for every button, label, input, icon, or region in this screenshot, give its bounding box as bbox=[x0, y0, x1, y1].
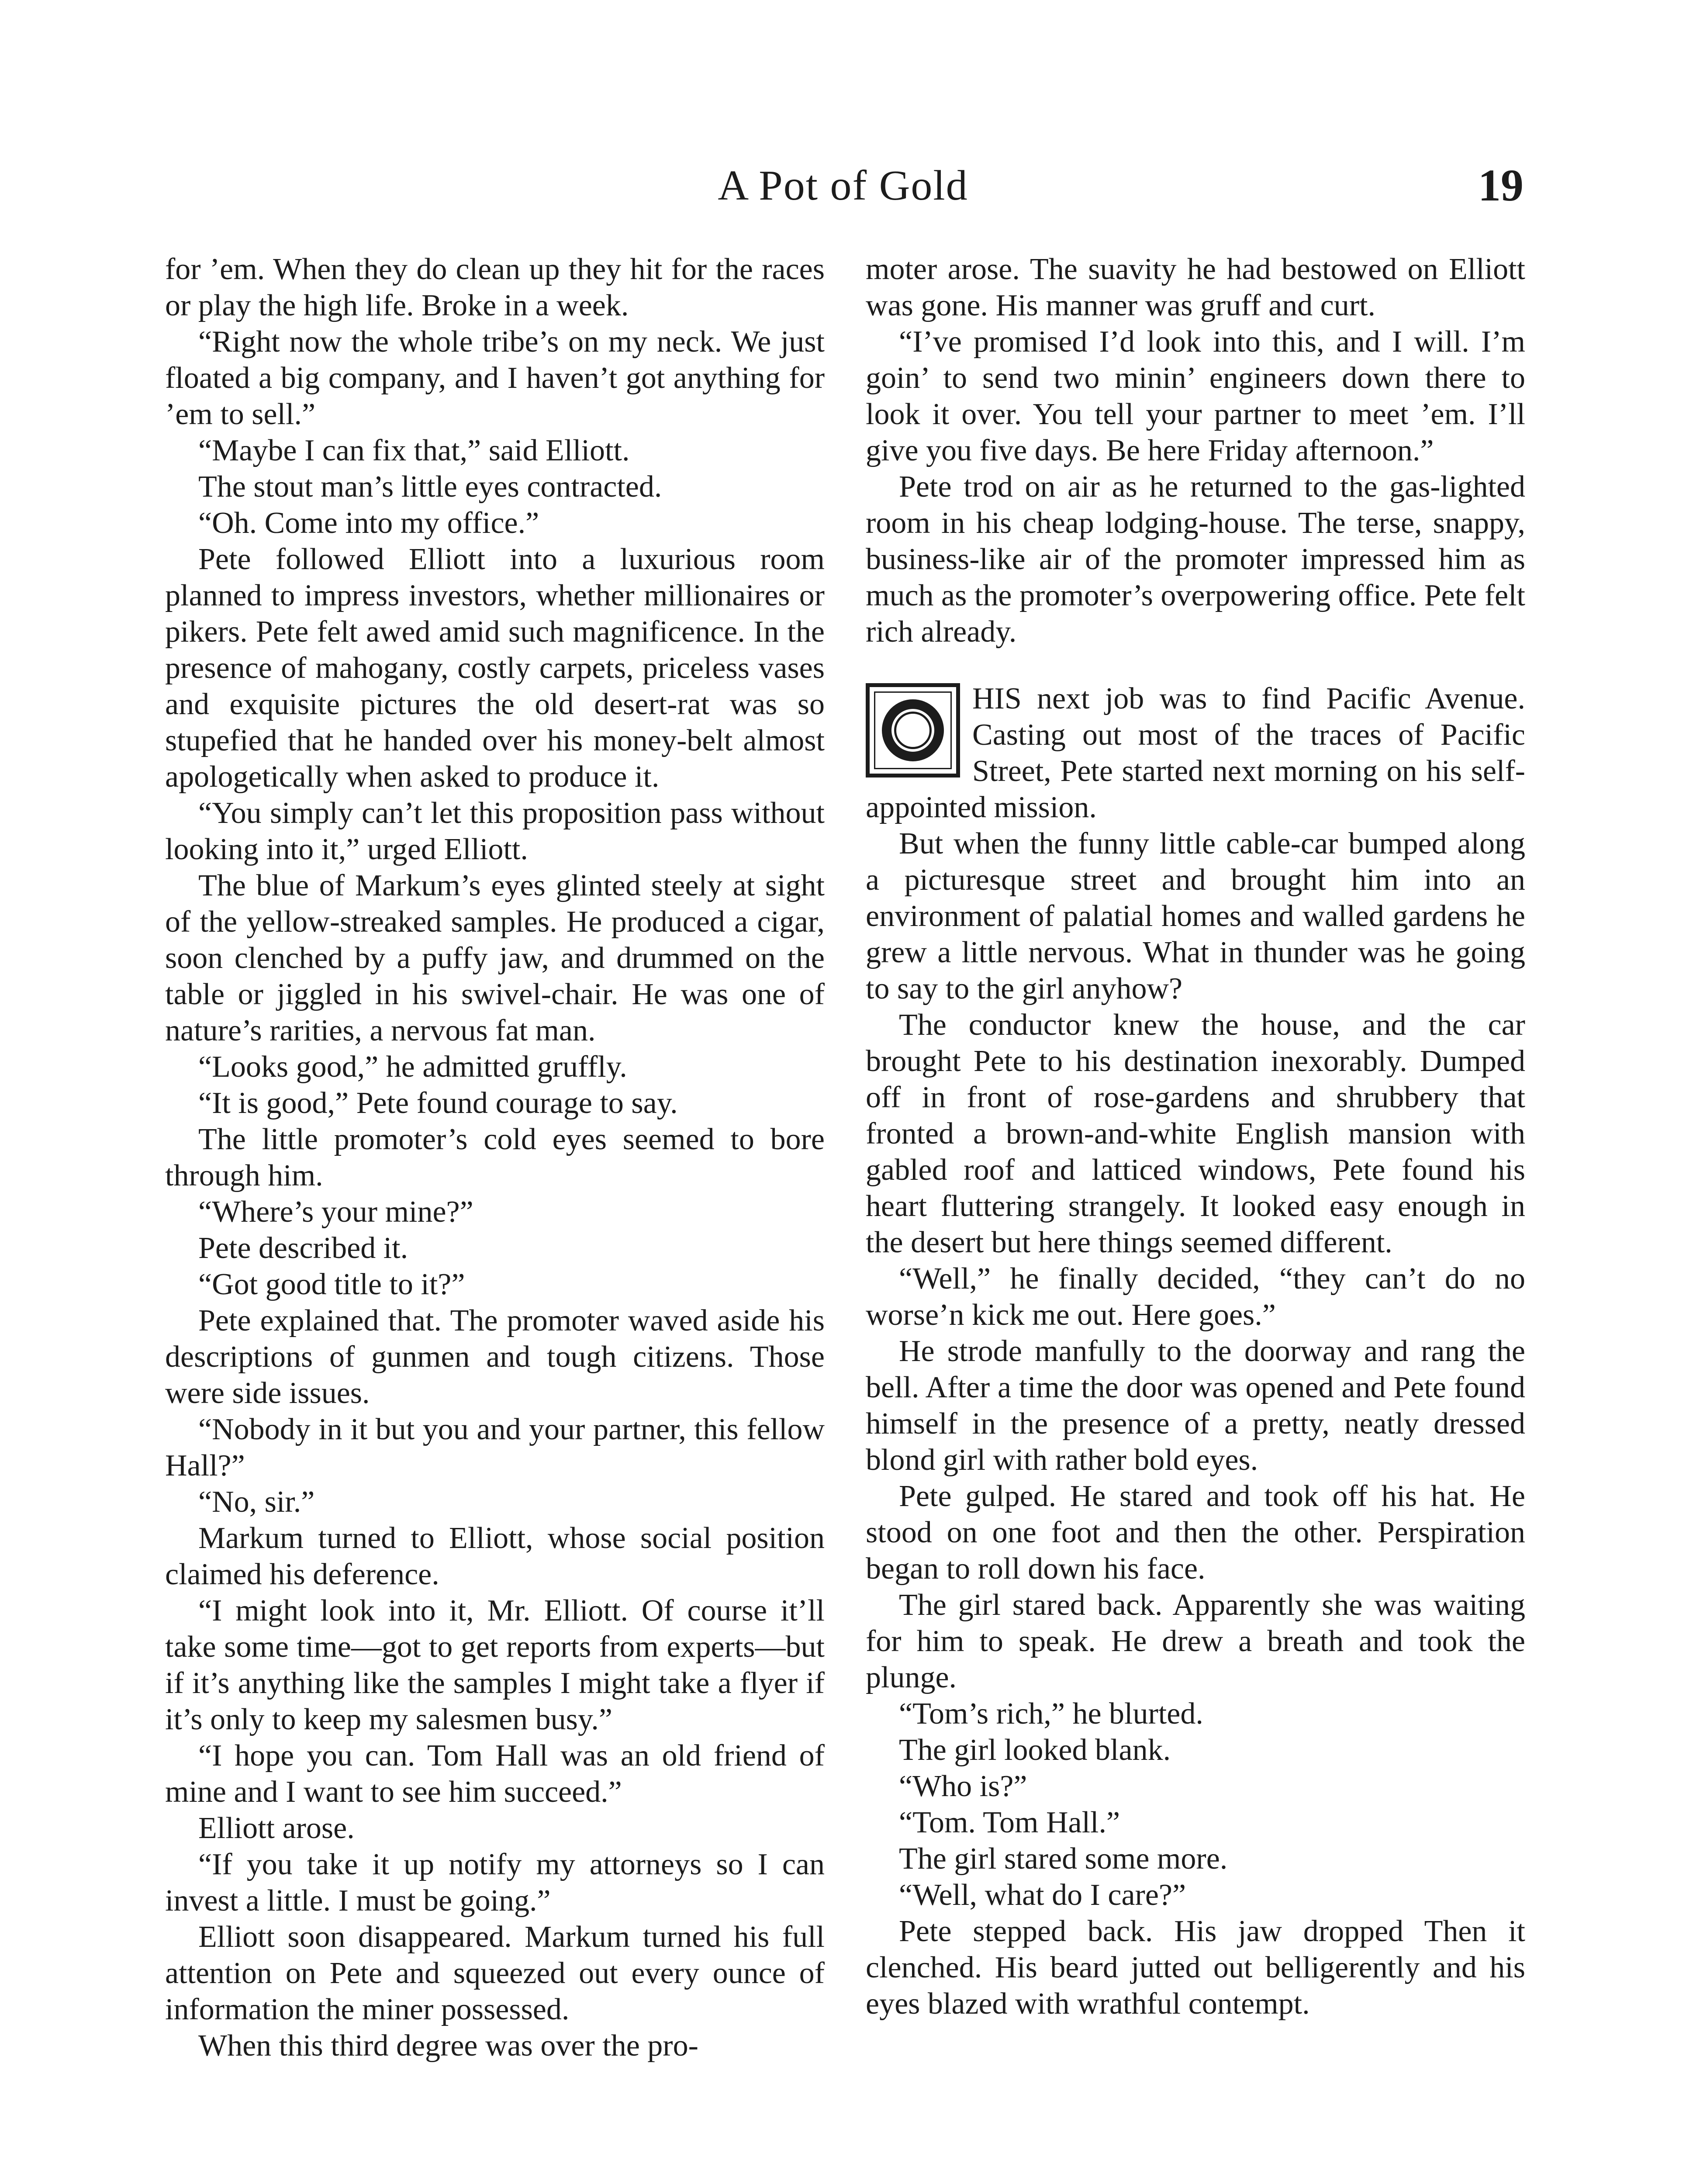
paragraph: Markum turned to Elliott, whose social position claimed his deference. bbox=[165, 1521, 825, 1591]
paragraph: Pete stepped back. His jaw dropped Then it clenched. His beard jutted out belligerently and his eyes blazed with wrathful contempt. bbox=[866, 1914, 1525, 2021]
text-column-left bbox=[165, 251, 825, 2064]
paragraph: “Nobody in it but you and your partner, this fellow Hall?” bbox=[165, 1413, 825, 1482]
paragraph: But when the funny little cable-car bumped along a picturesque street and brought him into an environment of palatial homes and walled gardens he grew a little nervous. What in thunder was he going to say to the girl anyhow? bbox=[866, 827, 1525, 1006]
paragraph: The girl stared some more. bbox=[899, 1842, 1228, 1876]
paragraph: Pete explained that. The promoter waved aside his descriptions of gunmen and tough citizens. Those were side issues. bbox=[165, 1304, 825, 1410]
paragraph: The girl looked blank. bbox=[899, 1733, 1171, 1767]
paragraph: for ’em. When they do clean up they hit for the races or play the high life. Broke in a week. bbox=[165, 252, 825, 322]
paragraph: The girl stared back. Apparently she was waiting for him to speak. He drew a breath and took the plunge. bbox=[866, 1588, 1525, 1694]
paragraph: “It is good,” Pete found courage to say. bbox=[198, 1086, 678, 1120]
paragraph: The little promoter’s cold eyes seemed to bore through him. bbox=[165, 1123, 825, 1192]
paragraph: “Tom. Tom Hall.” bbox=[899, 1806, 1120, 1839]
paragraph: Pete trod on air as he returned to the gas-lighted room in his cheap lodging-house. The terse, snappy, business-like air of the promoter impressed him as much as the promoter’s overpowering office. Pete felt rich already. bbox=[866, 470, 1525, 649]
paragraph: “I’ve promised I’d look into this, and I will. I’m goin’ to send two minin’ engineers down there to look it over. You tell your partner to meet ’em. I’ll give you five days. Be here Friday afternoon.” bbox=[866, 325, 1525, 467]
paragraph: “You simply can’t let this proposition pass without looking into it,” urged Elliott. bbox=[165, 796, 825, 866]
paragraph: The blue of Markum’s eyes glinted steely at sight of the yellow-streaked samples. He produced a cigar, soon clenched by a puffy jaw, and drummed on the table or jiggled in his swivel-chair. He was one of nature’s rarities, a nervous fat man. bbox=[165, 869, 825, 1047]
section-opening-text: HIS next job was to find Pacific Avenue. Casting out most of the traces of Pacific Street, Pete started next morning on his self-appointed mission. bbox=[866, 682, 1525, 824]
paragraph: He strode manfully to the doorway and rang the bell. After a time the door was opened and Pete found himself in the presence of a pretty, neatly dressed blond girl with rather bold eyes. bbox=[866, 1334, 1525, 1477]
paragraph: The stout man’s little eyes contracted. bbox=[198, 470, 662, 504]
paragraph: “I hope you can. Tom Hall was an old friend of mine and I want to see him succeed.” bbox=[165, 1739, 825, 1809]
paragraph: “Tom’s rich,” he blurted. bbox=[899, 1697, 1203, 1731]
paragraph: “Who is?” bbox=[899, 1769, 1027, 1803]
paragraph: Pete followed Elliott into a luxurious room planned to impress investors, whether millionaires or pikers. Pete felt awed amid such magnificence. In the presence of mahogany, costly carpets, priceless vases and exquisite pictures the old desert-rat was so stupefied that he handed over his money-belt almost apologetically when asked to produce it. bbox=[165, 543, 825, 794]
paragraph: “Right now the whole tribe’s on my neck. We just floated a big company, and I haven’t got anything for ’em to sell.” bbox=[165, 325, 825, 431]
paragraph: “No, sir.” bbox=[198, 1485, 315, 1519]
page-number: 19 bbox=[1478, 160, 1524, 211]
paragraph: moter arose. The suavity he had bestowed on Elliott was gone. His manner was gruff and curt. bbox=[866, 252, 1525, 322]
paragraph: Elliott arose. bbox=[198, 1811, 355, 1845]
paragraph: “I might look into it, Mr. Elliott. Of course it’ll take some time—got to get reports from experts—but if it’s anything like the samples I might take a flyer if it’s only to keep my salesmen busy.” bbox=[165, 1594, 825, 1736]
running-title: A Pot of Gold bbox=[718, 162, 968, 209]
paragraph: “Well,” he finally decided, “they can’t do no worse’n kick me out. Here goes.” bbox=[866, 1262, 1525, 1332]
paragraph: “Where’s your mine?” bbox=[198, 1195, 473, 1229]
ornamental-initial-t-icon bbox=[866, 683, 960, 778]
paragraph: The conductor knew the house, and the car brought Pete to his destination inexorably. Dumped off in front of rose-gardens and shrubbery that fronted a brown-and-white English mansion with gabled roof and latticed windows, Pete found his heart fluttering strangely. It looked easy enough in the desert but here things seemed different. bbox=[866, 1008, 1525, 1259]
paragraph: Elliott soon disappeared. Markum turned his full attention on Pete and squeezed out every ounce of information the miner possessed. bbox=[165, 1920, 825, 2026]
section-opening-paragraph bbox=[866, 681, 1525, 826]
text-column-right bbox=[866, 251, 1525, 2022]
paragraph: “Well, what do I care?” bbox=[899, 1878, 1186, 1912]
paragraph: “Oh. Come into my office.” bbox=[198, 506, 539, 540]
running-head bbox=[0, 157, 1686, 214]
paragraph: “If you take it up notify my attorneys so I can invest a little. I must be going.” bbox=[165, 1848, 825, 1918]
paragraph: When this third degree was over the pro- bbox=[198, 2029, 698, 2063]
paragraph: “Maybe I can fix that,” said Elliott. bbox=[198, 434, 630, 467]
paragraph: “Looks good,” he admitted gruffly. bbox=[198, 1050, 627, 1084]
paragraph: Pete gulped. He stared and took off his hat. He stood on one foot and then the other. Perspiration began to roll down his face. bbox=[866, 1479, 1525, 1586]
paragraph: Pete described it. bbox=[198, 1231, 408, 1265]
paragraph: “Got good title to it?” bbox=[198, 1268, 465, 1301]
drop-cap-inner-ring bbox=[894, 712, 932, 749]
